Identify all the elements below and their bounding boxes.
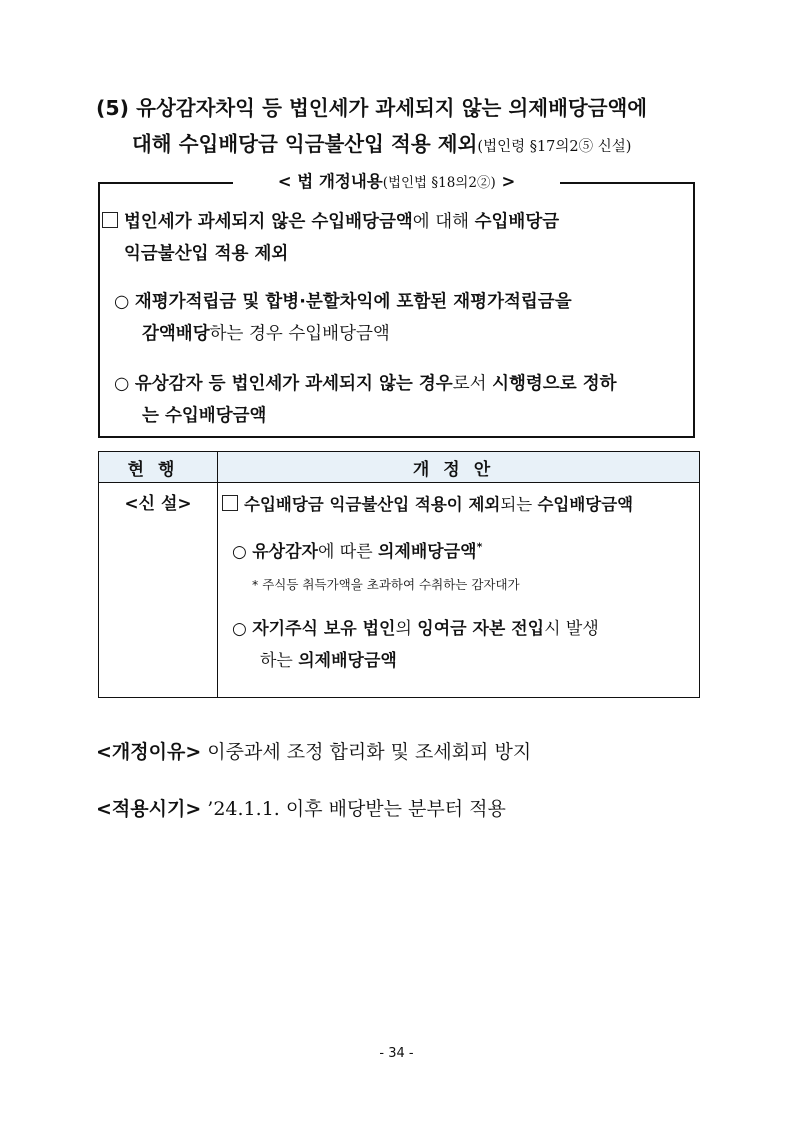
section-title-line2: 대해 수입배당금 익금불산입 적용 제외 [132,132,478,156]
table-row [99,483,700,698]
section-title-ref: (법인령 §17의2⑤ 신설) [477,139,632,155]
reason-text: 이중과세 조정 합리화 및 조세회피 방지 [201,741,532,763]
law-amendment-box [98,172,695,438]
current-cell: <신 설> [99,483,218,698]
section-number: (5) [96,96,130,120]
box-caption-ref: (법인법 §18의2②) [382,175,496,191]
circle-bullet-icon: ○ [232,542,247,562]
proposed-item-1: 수입배당금 익금불산입 적용이 제외되는 수입배당금액 [222,491,633,515]
proposed-item-2: ○ 유상감자에 따른 의제배당금액* [232,540,483,562]
comparison-table [98,451,700,698]
table-header-row [99,452,700,483]
section-title [96,90,716,165]
circle-bullet-icon: ○ [232,619,247,639]
box-caption [100,171,693,194]
law-sub-item-2: ○ 유상감자 등 법인세가 과세되지 않는 경우로서 시행령으로 정하 는 수입배당금액 [114,374,617,426]
proposed-item-3: ○ 자기주식 보유 법인의 잉여금 자본 전입시 발생 하는 의제배당금액 [232,619,599,671]
square-bullet-icon [102,212,118,228]
reason-label: <개정이유> [96,741,202,763]
footnote: * 주식등 취득가액을 초과하여 수취하는 감자대가 [252,577,520,592]
law-item-1: 법인세가 과세되지 않은 수입배당금액에 대해 수입배당금 익금불산입 적용 제외 [102,206,559,270]
box-caption-title: < 법 개정내용 [277,172,383,191]
amendment-reason [96,738,531,766]
box-caption-end: > [495,172,516,191]
header-current: 현행 [99,452,218,483]
square-bullet-icon [222,495,238,511]
law-sub-item-1: ○ 재평가적립금 및 합병·분할차익에 포함된 재평가적립금을 감액배당하는 경우 수입배당금액 [114,292,572,344]
header-proposed: 개정안 [218,452,700,483]
circle-bullet-icon: ○ [114,374,130,394]
circle-bullet-icon: ○ [114,292,130,312]
page-number: - 34 - [379,1046,414,1061]
section-title-line1: 유상감자차익 등 법인세가 과세되지 않는 의제배당금액에 [136,96,648,120]
proposed-cell [218,483,700,698]
apply-label: <적용시기> [96,798,202,820]
apply-text: ’24.1.1. 이후 배당받는 분부터 적용 [201,798,506,820]
application-period [96,795,506,823]
